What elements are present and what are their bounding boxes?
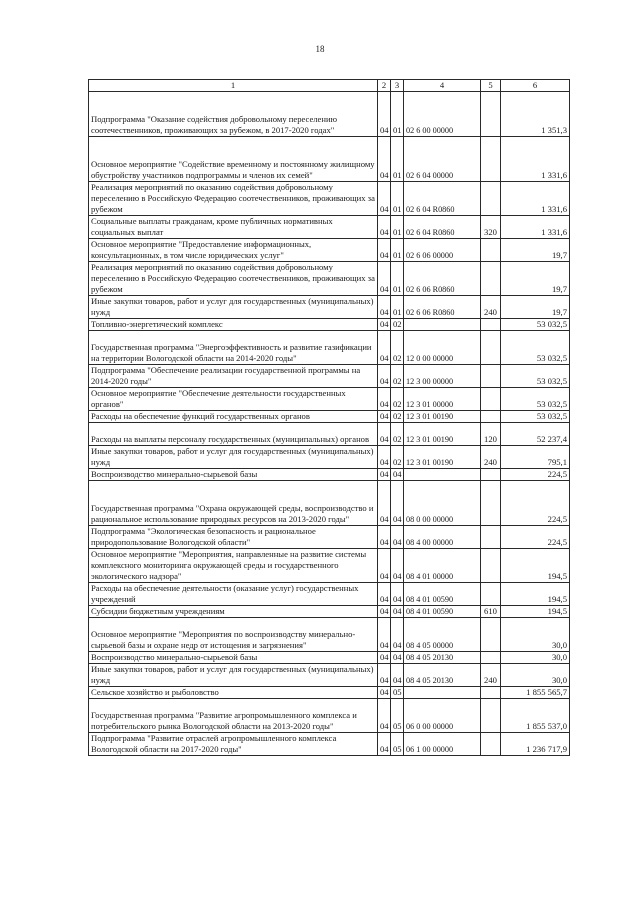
row-section-code: 04 — [378, 388, 391, 411]
row-amount: 1 855 565,7 — [501, 687, 570, 699]
row-target-article: 02 6 04 00000 — [404, 137, 481, 182]
column-header-subsection: 3 — [391, 80, 404, 92]
row-section-code: 04 — [378, 319, 391, 331]
row-target-article: 02 6 04 R0860 — [404, 182, 481, 216]
row-expense-type — [481, 733, 501, 756]
row-subsection-code: 02 — [391, 319, 404, 331]
row-name: Реализация мероприятий по оказанию содействия добровольному переселению в Российскую Федерацию соотечественников, проживающих за рубежом — [89, 182, 378, 216]
row-amount: 53 032,5 — [501, 388, 570, 411]
row-subsection-code: 01 — [391, 296, 404, 319]
row-section-code: 04 — [378, 92, 391, 137]
table-row — [89, 481, 570, 526]
row-subsection-code: 04 — [391, 481, 404, 526]
row-target-article: 08 4 05 20130 — [404, 664, 481, 687]
table-row — [89, 687, 570, 699]
row-target-article: 06 0 00 00000 — [404, 699, 481, 733]
row-amount: 53 032,5 — [501, 411, 570, 423]
table-row — [89, 699, 570, 733]
row-subsection-code: 02 — [391, 388, 404, 411]
row-subsection-code: 02 — [391, 365, 404, 388]
table-row — [89, 652, 570, 664]
row-section-code: 04 — [378, 583, 391, 606]
row-name: Государственная программа "Развитие агропромышленного комплекса и потребительского рынка Вологодской области на 2013-2020 годы" — [89, 699, 378, 733]
row-expense-type — [481, 137, 501, 182]
row-subsection-code: 05 — [391, 699, 404, 733]
row-subsection-code: 04 — [391, 606, 404, 618]
row-amount: 19,7 — [501, 262, 570, 296]
row-name: Расходы на обеспечение функций государственных органов — [89, 411, 378, 423]
row-target-article: 02 6 06 R0860 — [404, 262, 481, 296]
table-row — [89, 469, 570, 481]
row-expense-type — [481, 365, 501, 388]
column-header-target-article: 4 — [404, 80, 481, 92]
row-target-article: 08 4 05 20130 — [404, 652, 481, 664]
table-row — [89, 182, 570, 216]
row-target-article: 08 4 00 00000 — [404, 526, 481, 549]
row-section-code: 04 — [378, 239, 391, 262]
table-row — [89, 526, 570, 549]
table-row — [89, 331, 570, 365]
row-amount: 1 331,6 — [501, 137, 570, 182]
row-name: Подпрограмма "Оказание содействия добровольному переселению соотечественников, проживающих за рубежом, в 2017-2020 годах" — [89, 92, 378, 137]
row-subsection-code: 01 — [391, 216, 404, 239]
row-section-code: 04 — [378, 469, 391, 481]
table-row — [89, 319, 570, 331]
row-subsection-code: 05 — [391, 733, 404, 756]
row-amount: 30,0 — [501, 618, 570, 652]
row-target-article: 02 6 04 R0860 — [404, 216, 481, 239]
row-target-article: 12 3 01 00190 — [404, 423, 481, 446]
row-name: Субсидии бюджетным учреждениям — [89, 606, 378, 618]
row-target-article: 12 3 01 00190 — [404, 411, 481, 423]
row-section-code: 04 — [378, 423, 391, 446]
row-expense-type — [481, 411, 501, 423]
row-subsection-code: 04 — [391, 549, 404, 583]
row-name: Основное мероприятие "Содействие временному и постоянному жилищному обустройству участников подпрограммы и членов их семей" — [89, 137, 378, 182]
table-row — [89, 239, 570, 262]
row-section-code: 04 — [378, 331, 391, 365]
table-row — [89, 388, 570, 411]
row-section-code: 04 — [378, 365, 391, 388]
row-amount: 19,7 — [501, 296, 570, 319]
row-expense-type: 240 — [481, 446, 501, 469]
row-subsection-code: 01 — [391, 92, 404, 137]
row-expense-type: 120 — [481, 423, 501, 446]
table-row — [89, 216, 570, 239]
row-name: Основное мероприятие "Мероприятия, направленные на развитие системы комплексного мониторинга окружающей среды и государственного экологического надзора" — [89, 549, 378, 583]
table-row — [89, 549, 570, 583]
row-amount: 30,0 — [501, 652, 570, 664]
row-amount: 53 032,5 — [501, 319, 570, 331]
row-section-code: 04 — [378, 687, 391, 699]
row-expense-type — [481, 481, 501, 526]
row-target-article: 08 4 01 00590 — [404, 583, 481, 606]
table-row — [89, 583, 570, 606]
column-header-section: 2 — [378, 80, 391, 92]
row-target-article: 02 6 00 00000 — [404, 92, 481, 137]
row-amount: 30,0 — [501, 664, 570, 687]
row-target-article — [404, 469, 481, 481]
row-target-article: 08 4 01 00000 — [404, 549, 481, 583]
row-expense-type — [481, 331, 501, 365]
row-name: Воспроизводство минерально-сырьевой базы — [89, 652, 378, 664]
row-name: Воспроизводство минерально-сырьевой базы — [89, 469, 378, 481]
row-amount: 1 331,6 — [501, 216, 570, 239]
row-amount: 224,5 — [501, 481, 570, 526]
table-row — [89, 423, 570, 446]
column-header-amount: 6 — [501, 80, 570, 92]
row-section-code: 04 — [378, 699, 391, 733]
row-target-article: 08 4 05 00000 — [404, 618, 481, 652]
row-subsection-code: 05 — [391, 687, 404, 699]
row-name: Государственная программа "Энергоэффективность и развитие газификации на территории Вологодской области на 2014-2020 годы" — [89, 331, 378, 365]
row-target-article — [404, 687, 481, 699]
row-target-article: 06 1 00 00000 — [404, 733, 481, 756]
row-target-article: 02 6 06 00000 — [404, 239, 481, 262]
row-subsection-code: 04 — [391, 526, 404, 549]
row-subsection-code: 04 — [391, 469, 404, 481]
row-amount: 1 351,3 — [501, 92, 570, 137]
row-name: Государственная программа "Охрана окружающей среды, воспроизводство и рациональное использование природных ресурсов на 2013-2020 годы" — [89, 481, 378, 526]
table-row — [89, 137, 570, 182]
row-target-article: 12 3 01 00190 — [404, 446, 481, 469]
row-section-code: 04 — [378, 296, 391, 319]
row-amount: 1 236 717,9 — [501, 733, 570, 756]
row-expense-type — [481, 92, 501, 137]
row-expense-type — [481, 388, 501, 411]
row-name: Иные закупки товаров, работ и услуг для государственных (муниципальных) нужд — [89, 446, 378, 469]
row-amount: 19,7 — [501, 239, 570, 262]
row-amount: 53 032,5 — [501, 331, 570, 365]
row-expense-type — [481, 262, 501, 296]
row-amount: 53 032,5 — [501, 365, 570, 388]
row-name: Подпрограмма "Экологическая безопасность и рациональное природопользование Вологодской области" — [89, 526, 378, 549]
row-name: Подпрограмма "Обеспечение реализации государственной программы на 2014-2020 годы" — [89, 365, 378, 388]
row-name: Топливно-энергетический комплекс — [89, 319, 378, 331]
row-subsection-code: 01 — [391, 182, 404, 216]
row-expense-type: 240 — [481, 296, 501, 319]
table-header-row — [89, 80, 570, 92]
table-row — [89, 733, 570, 756]
row-name: Иные закупки товаров, работ и услуг для государственных (муниципальных) нужд — [89, 296, 378, 319]
budget-rows — [89, 92, 570, 756]
row-expense-type — [481, 239, 501, 262]
table-row — [89, 446, 570, 469]
row-section-code: 04 — [378, 182, 391, 216]
row-amount: 1 855 537,0 — [501, 699, 570, 733]
row-section-code: 04 — [378, 262, 391, 296]
table-row — [89, 92, 570, 137]
page-number: 18 — [315, 44, 325, 54]
row-expense-type: 610 — [481, 606, 501, 618]
table-row — [89, 262, 570, 296]
row-target-article: 12 3 01 00000 — [404, 388, 481, 411]
row-target-article: 08 0 00 00000 — [404, 481, 481, 526]
row-expense-type — [481, 687, 501, 699]
row-section-code: 04 — [378, 549, 391, 583]
row-target-article: 12 3 00 00000 — [404, 365, 481, 388]
row-section-code: 04 — [378, 733, 391, 756]
row-amount: 224,5 — [501, 469, 570, 481]
table-row — [89, 606, 570, 618]
row-section-code: 04 — [378, 411, 391, 423]
row-expense-type — [481, 699, 501, 733]
row-subsection-code: 02 — [391, 423, 404, 446]
row-section-code: 04 — [378, 481, 391, 526]
row-name: Основное мероприятие "Мероприятия по воспроизводству минерально-сырьевой базы и охране недр от истощения и загрязнения" — [89, 618, 378, 652]
row-name: Расходы на выплаты персоналу государственных (муниципальных) органов — [89, 423, 378, 446]
row-expense-type — [481, 526, 501, 549]
row-name: Иные закупки товаров, работ и услуг для государственных (муниципальных) нужд — [89, 664, 378, 687]
row-section-code: 04 — [378, 137, 391, 182]
row-expense-type — [481, 583, 501, 606]
row-subsection-code: 04 — [391, 664, 404, 687]
row-amount: 795,1 — [501, 446, 570, 469]
row-subsection-code: 04 — [391, 618, 404, 652]
row-subsection-code: 02 — [391, 446, 404, 469]
row-expense-type — [481, 469, 501, 481]
row-expense-type: 240 — [481, 664, 501, 687]
row-expense-type — [481, 652, 501, 664]
row-target-article: 12 0 00 00000 — [404, 331, 481, 365]
row-subsection-code: 02 — [391, 331, 404, 365]
row-amount: 194,5 — [501, 549, 570, 583]
table-row — [89, 411, 570, 423]
row-name: Подпрограмма "Развитие отраслей агропромышленного комплекса Вологодской области на 2017-2020 годы" — [89, 733, 378, 756]
table-row — [89, 618, 570, 652]
row-amount: 52 237,4 — [501, 423, 570, 446]
table-row — [89, 664, 570, 687]
row-section-code: 04 — [378, 216, 391, 239]
row-amount: 1 331,6 — [501, 182, 570, 216]
row-section-code: 04 — [378, 664, 391, 687]
row-name: Основное мероприятие "Предоставление информационных, консультационных, в том числе юридических услуг" — [89, 239, 378, 262]
budget-table — [88, 79, 570, 756]
row-section-code: 04 — [378, 446, 391, 469]
row-name: Основное мероприятие "Обеспечение деятельности государственных органов" — [89, 388, 378, 411]
row-subsection-code: 01 — [391, 262, 404, 296]
row-amount: 224,5 — [501, 526, 570, 549]
row-name: Реализация мероприятий по оказанию содействия добровольному переселению в Российскую Федерацию соотечественников, проживающих за рубежом — [89, 262, 378, 296]
column-header-expense-type: 5 — [481, 80, 501, 92]
row-expense-type — [481, 618, 501, 652]
row-target-article — [404, 319, 481, 331]
row-subsection-code: 01 — [391, 239, 404, 262]
table-row — [89, 296, 570, 319]
row-subsection-code: 02 — [391, 411, 404, 423]
row-expense-type — [481, 182, 501, 216]
row-target-article: 02 6 06 R0860 — [404, 296, 481, 319]
row-name: Расходы на обеспечение деятельности (оказание услуг) государственных учреждений — [89, 583, 378, 606]
table-row — [89, 365, 570, 388]
row-section-code: 04 — [378, 618, 391, 652]
column-header-name: 1 — [89, 80, 378, 92]
row-subsection-code: 01 — [391, 137, 404, 182]
row-section-code: 04 — [378, 526, 391, 549]
row-subsection-code: 04 — [391, 583, 404, 606]
row-expense-type — [481, 319, 501, 331]
row-section-code: 04 — [378, 606, 391, 618]
row-target-article: 08 4 01 00590 — [404, 606, 481, 618]
row-expense-type: 320 — [481, 216, 501, 239]
row-expense-type — [481, 549, 501, 583]
row-name: Социальные выплаты гражданам, кроме публичных нормативных социальных выплат — [89, 216, 378, 239]
row-name: Сельское хозяйство и рыболовство — [89, 687, 378, 699]
row-amount: 194,5 — [501, 583, 570, 606]
row-section-code: 04 — [378, 652, 391, 664]
row-amount: 194,5 — [501, 606, 570, 618]
row-subsection-code: 04 — [391, 652, 404, 664]
